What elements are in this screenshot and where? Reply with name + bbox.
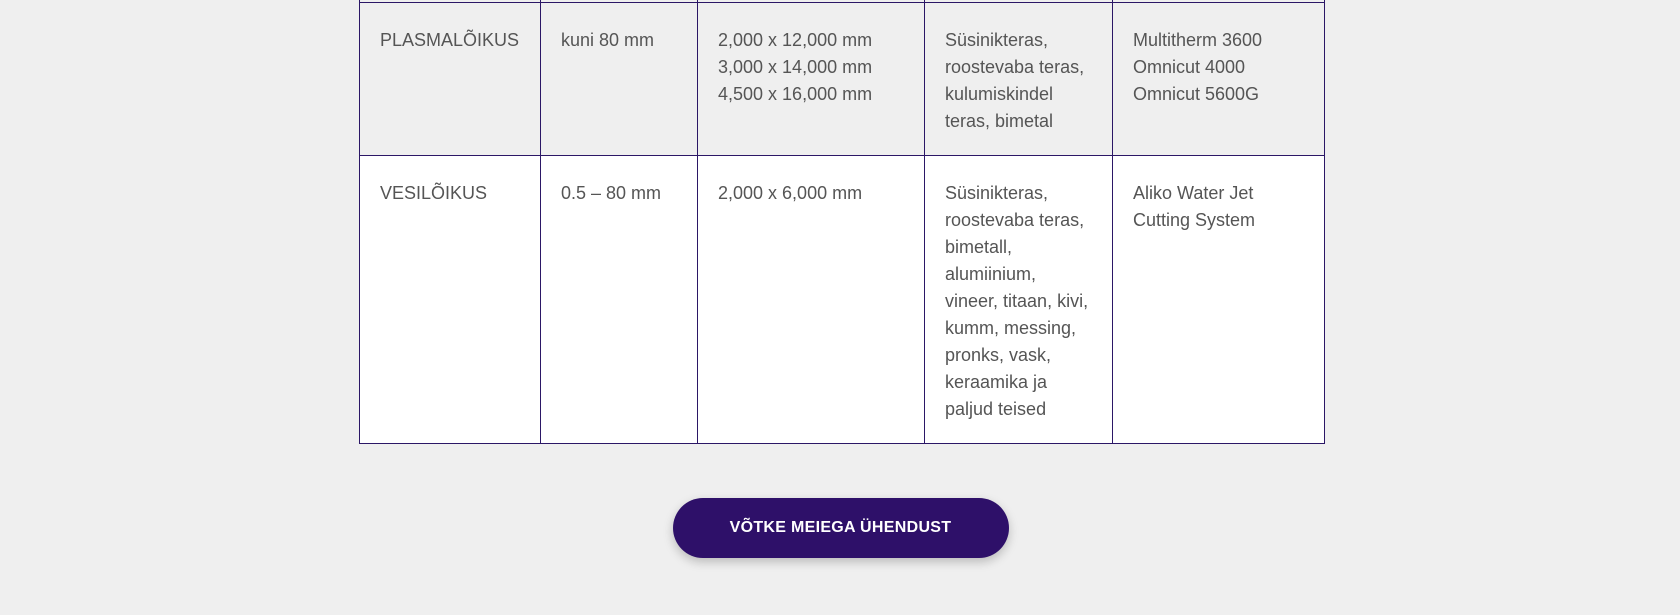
sizes-cell xyxy=(698,156,925,444)
material-line: keraamika ja xyxy=(945,372,1048,392)
sizes-cell xyxy=(698,3,925,156)
machines-cell xyxy=(1113,3,1325,156)
thickness-text: kuni 80 mm xyxy=(561,30,655,50)
material-line: Süsinikteras, xyxy=(945,183,1049,203)
materials-cell xyxy=(925,3,1113,156)
size-line: 2,000 x 12,000 mm xyxy=(718,30,873,50)
material-line: paljud teised xyxy=(945,399,1047,419)
thickness-cell xyxy=(541,156,698,444)
machines-cell xyxy=(1113,156,1325,444)
material-line: bimetall, xyxy=(945,237,1013,257)
method-text: VESILÕIKUS xyxy=(380,183,488,203)
material-line: alumiinium, xyxy=(945,264,1037,284)
cta-container xyxy=(0,498,1680,558)
thickness-text: 0.5 – 80 mm xyxy=(561,183,662,203)
method-cell xyxy=(360,156,541,444)
material-line: roostevaba teras, xyxy=(945,210,1085,230)
machine-line: Omnicut 5600G xyxy=(1133,84,1260,104)
material-line: kulumiskindel xyxy=(945,84,1054,104)
material-line: kumm, messing, xyxy=(945,318,1077,338)
table-row xyxy=(360,156,1325,444)
material-line: teras, bimetal xyxy=(945,111,1054,131)
cutting-specs-table xyxy=(359,0,1325,444)
size-line: 3,000 x 14,000 mm xyxy=(718,57,873,77)
material-line: pronks, vask, xyxy=(945,345,1052,365)
machine-line: Cutting System xyxy=(1133,210,1256,230)
material-line: Süsinikteras, xyxy=(945,30,1049,50)
material-line: roostevaba teras, xyxy=(945,57,1085,77)
size-line: 4,500 x 16,000 mm xyxy=(718,84,873,104)
size-line: 2,000 x 6,000 mm xyxy=(718,183,863,203)
material-line: vineer, titaan, kivi, xyxy=(945,291,1089,311)
materials-cell xyxy=(925,156,1113,444)
method-text: PLASMALÕIKUS xyxy=(380,30,520,50)
machine-line: Multitherm 3600 xyxy=(1133,30,1263,50)
method-cell xyxy=(360,3,541,156)
machine-line: Aliko Water Jet xyxy=(1133,183,1254,203)
contact-us-button[interactable]: VÕTKE MEIEGA ÜHENDUST xyxy=(673,498,1009,558)
machine-line: Omnicut 4000 xyxy=(1133,57,1246,77)
table-row xyxy=(360,3,1325,156)
thickness-cell xyxy=(541,3,698,156)
